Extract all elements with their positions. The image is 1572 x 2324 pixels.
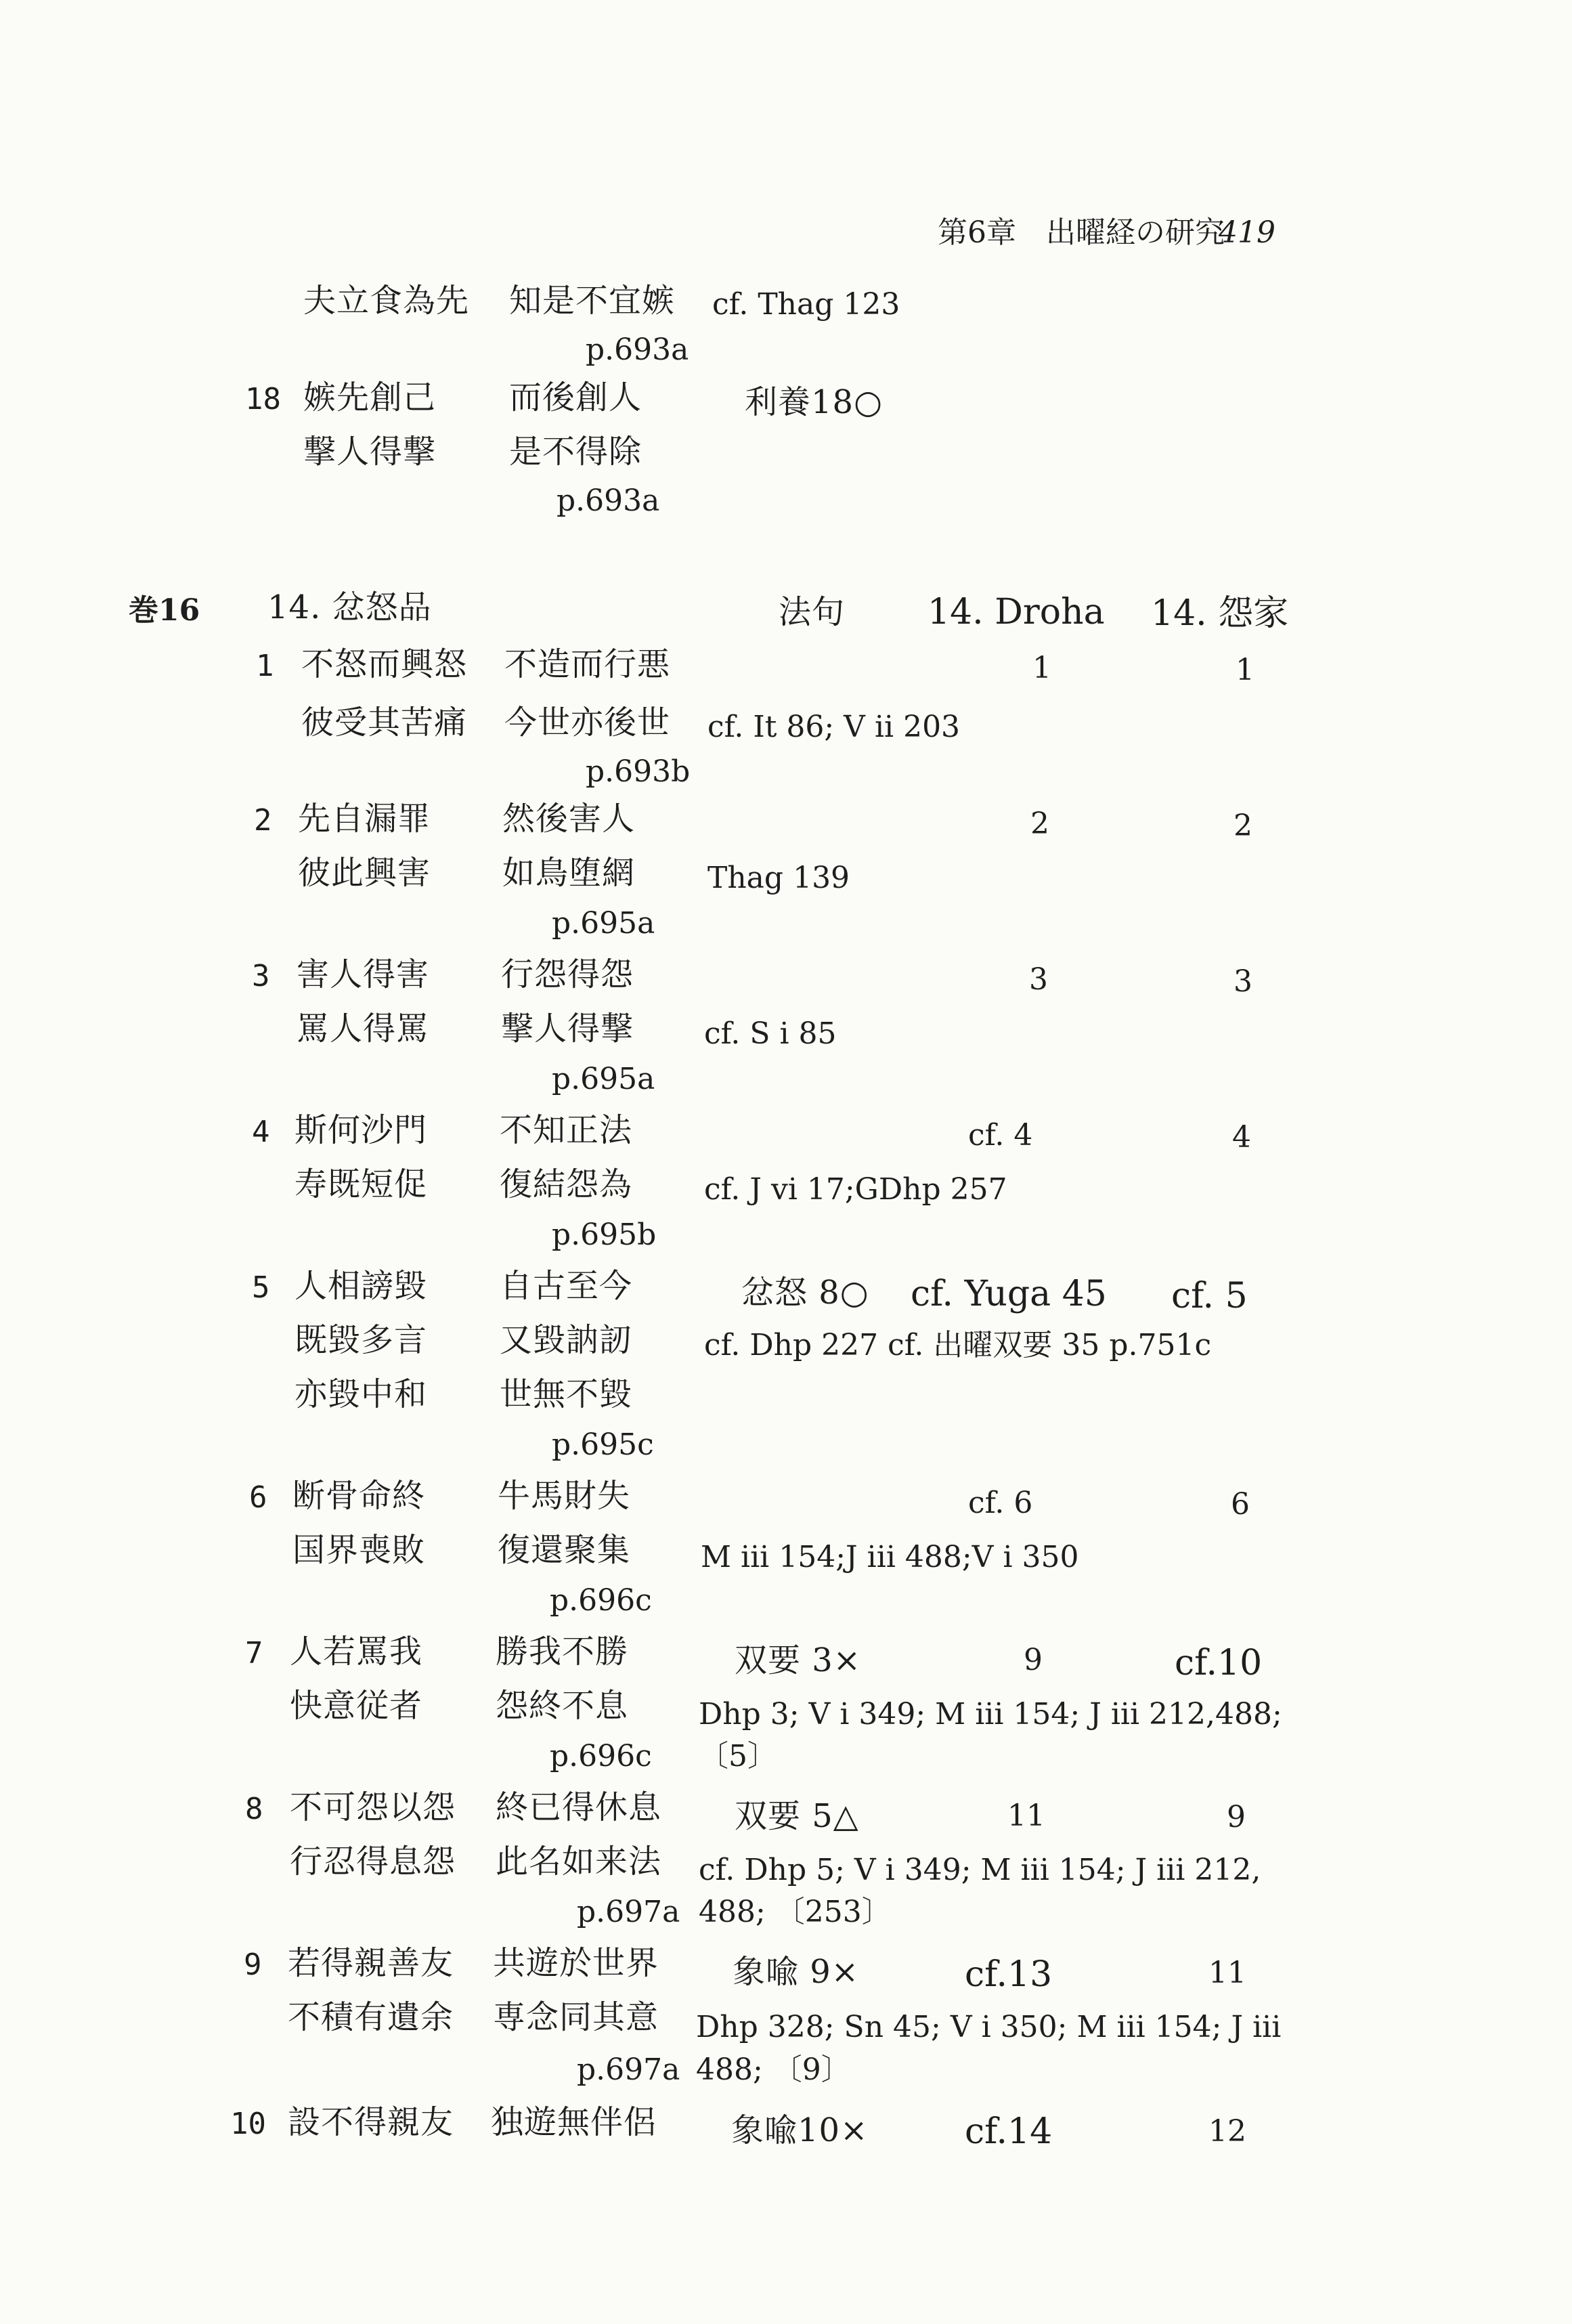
verse-line: 終已得休息 bbox=[496, 1788, 662, 1826]
onke-number: 6 bbox=[1231, 1487, 1250, 1522]
verse-line: 復結怨為 bbox=[500, 1165, 633, 1203]
droha-number: cf. 4 bbox=[968, 1118, 1033, 1153]
droha-number: 3 bbox=[1029, 962, 1048, 997]
verse-line: 彼此興害 bbox=[298, 854, 431, 892]
droha-number: 2 bbox=[1030, 806, 1049, 841]
verse-line: 不知正法 bbox=[500, 1111, 633, 1149]
verse-line: 不造而行悪 bbox=[504, 645, 671, 683]
onke-number: cf.10 bbox=[1175, 1643, 1263, 1683]
onke-number: 1 bbox=[1236, 653, 1254, 687]
column-heading-onke: 14. 怨家 bbox=[1151, 593, 1289, 634]
parallel-ref: cf. Dhp 5; V i 349; M iii 154; J iii 212, bbox=[699, 1853, 1261, 1887]
taisho-page: p.697a bbox=[577, 1895, 680, 1929]
verse-line: 是不得除 bbox=[509, 433, 642, 471]
verse-line: 夫立食為先 bbox=[303, 282, 470, 320]
fakku-ref: 双要 3× bbox=[735, 1641, 862, 1679]
verse-line: 先自漏罪 bbox=[298, 800, 431, 838]
verse-line: 害人得害 bbox=[297, 955, 430, 993]
parallel-ref: cf. It 86; V ii 203 bbox=[707, 710, 961, 744]
taisho-page: p.696c bbox=[550, 1583, 652, 1618]
fakku-ref: 忿怒 8○ bbox=[741, 1274, 869, 1312]
parallel-ref: cf. S i 85 bbox=[704, 1016, 837, 1051]
parallel-ref: Dhp 3; V i 349; M iii 154; J iii 212,488; bbox=[699, 1697, 1282, 1731]
onke-number: 12 bbox=[1208, 2114, 1246, 2149]
taisho-page: p.693a bbox=[556, 483, 660, 518]
taisho-page: p.695b bbox=[552, 1218, 657, 1252]
verse-line: 寿既短促 bbox=[294, 1165, 428, 1203]
fascicle-label: 巻16 bbox=[129, 593, 200, 628]
verse-number: 2 bbox=[254, 803, 272, 838]
verse-line: 如鳥堕網 bbox=[502, 854, 636, 892]
verse-line: 彼受其苦痛 bbox=[301, 704, 468, 741]
parallel-ref: Dhp 328; Sn 45; V i 350; M iii 154; J iii bbox=[696, 2010, 1282, 2044]
verse-line: 此名如来法 bbox=[496, 1843, 662, 1880]
parallel-ref: 488; 〔9〕 bbox=[696, 2052, 851, 2087]
verse-line: 然後害人 bbox=[502, 800, 636, 838]
verse-line: 今世亦後世 bbox=[504, 704, 671, 741]
taisho-page: p.695a bbox=[552, 906, 655, 941]
verse-number: 7 bbox=[245, 1636, 263, 1671]
verse-number: 4 bbox=[252, 1115, 270, 1149]
verse-line: 設不得親友 bbox=[288, 2103, 454, 2141]
verse-line: 牛馬財失 bbox=[498, 1477, 631, 1515]
taisho-page: p.696c bbox=[550, 1739, 652, 1773]
droha-number: cf. 6 bbox=[968, 1486, 1033, 1520]
verse-line: 怨終不息 bbox=[496, 1687, 629, 1725]
verse-line: 罵人得罵 bbox=[297, 1010, 430, 1048]
parallel-ref: 〔5〕 bbox=[699, 1739, 777, 1773]
verse-line: 快意従者 bbox=[290, 1687, 423, 1725]
onke-number: 3 bbox=[1233, 964, 1252, 999]
verse-line: 断骨命終 bbox=[292, 1477, 426, 1515]
taisho-page: p.695a bbox=[552, 1062, 655, 1096]
verse-line: 国界喪敗 bbox=[292, 1531, 426, 1569]
fakku-ref: 双要 5△ bbox=[735, 1797, 859, 1835]
verse-line: 不怒而興怒 bbox=[301, 645, 468, 683]
onke-number: 11 bbox=[1208, 1956, 1246, 1990]
verse-line: 人相謗毀 bbox=[294, 1267, 428, 1305]
droha-number: cf.13 bbox=[965, 1954, 1053, 1995]
verse-line: 不可怨以怨 bbox=[290, 1788, 456, 1826]
parallel-ref: cf. Thag 123 bbox=[712, 287, 900, 322]
taisho-page: p.697a bbox=[577, 2052, 680, 2087]
verse-number: 9 bbox=[244, 1948, 262, 1982]
verse-line: 不積有遺余 bbox=[288, 1998, 454, 2036]
onke-number: 4 bbox=[1232, 1120, 1251, 1155]
droha-number: cf.14 bbox=[965, 2111, 1053, 2152]
onke-number: 9 bbox=[1227, 1800, 1246, 1834]
verse-line: 亦毀中和 bbox=[294, 1375, 428, 1413]
verse-line: 行忍得息怨 bbox=[290, 1843, 456, 1880]
verse-line: 撃人得撃 bbox=[303, 433, 437, 471]
verse-line: 斯何沙門 bbox=[294, 1111, 428, 1149]
taisho-page: p.693b bbox=[586, 754, 691, 789]
verse-line: 共遊於世界 bbox=[493, 1944, 659, 1982]
verse-line: 知是不宜嫉 bbox=[509, 282, 676, 320]
fakku-ref: 象喩 9× bbox=[733, 1953, 860, 1991]
parallel-ref: 488; 〔253〕 bbox=[699, 1895, 892, 1929]
verse-line: 人若罵我 bbox=[290, 1633, 423, 1671]
verse-number: 1 bbox=[256, 649, 274, 683]
verse-number: 3 bbox=[252, 959, 270, 993]
droha-number: 9 bbox=[1024, 1643, 1043, 1677]
verse-line: 世無不毀 bbox=[500, 1375, 633, 1413]
verse-line: 行怨得怨 bbox=[501, 955, 634, 993]
verse-line: 独遊無伴侶 bbox=[491, 2103, 657, 2141]
onke-number: 2 bbox=[1233, 809, 1252, 843]
droha-number: 11 bbox=[1007, 1799, 1045, 1833]
verse-line: 勝我不勝 bbox=[496, 1633, 629, 1671]
column-heading-fakku: 法句 bbox=[779, 593, 846, 631]
verse-line: 撃人得撃 bbox=[501, 1010, 634, 1048]
parallel-ref: 利養18○ bbox=[745, 383, 883, 421]
taisho-page: p.695c bbox=[552, 1427, 654, 1462]
verse-line: 既毀多言 bbox=[294, 1321, 428, 1359]
parallel-ref: cf. J vi 17;GDhp 257 bbox=[704, 1172, 1007, 1207]
droha-number: cf. Yuga 45 bbox=[911, 1274, 1107, 1314]
verse-line: 専念同其意 bbox=[493, 1998, 659, 2036]
taisho-page: p.693a bbox=[586, 332, 689, 367]
verse-number: 8 bbox=[245, 1792, 263, 1826]
parallel-ref: cf. Dhp 227 cf. 出曜双要 35 p.751c bbox=[704, 1328, 1212, 1362]
parallel-ref: Thag 139 bbox=[707, 861, 850, 895]
verse-number: 18 bbox=[245, 382, 281, 416]
fakku-ref: 象喩10× bbox=[731, 2111, 869, 2149]
onke-number: cf. 5 bbox=[1171, 1276, 1248, 1316]
droha-number: 1 bbox=[1032, 651, 1051, 685]
verse-line: 復還聚集 bbox=[498, 1531, 631, 1569]
verse-line: 若得親善友 bbox=[288, 1944, 454, 1982]
page-number: 419 bbox=[1219, 215, 1275, 250]
chapter-title: 第6章 出曜経の研究 bbox=[938, 215, 1225, 250]
chapter-heading: 14. 忿怒品 bbox=[267, 588, 432, 626]
verse-number: 6 bbox=[249, 1480, 267, 1515]
parallel-ref: M iii 154;J iii 488;V i 350 bbox=[701, 1540, 1079, 1574]
verse-line: 而後創人 bbox=[509, 379, 642, 416]
column-heading-droha: 14. Droha bbox=[927, 592, 1105, 632]
verse-line: 自古至今 bbox=[500, 1267, 633, 1305]
verse-number: 5 bbox=[252, 1270, 270, 1305]
verse-line: 嫉先創己 bbox=[303, 379, 437, 416]
verse-line: 又毀訥訒 bbox=[500, 1321, 633, 1359]
verse-number: 10 bbox=[230, 2107, 266, 2141]
